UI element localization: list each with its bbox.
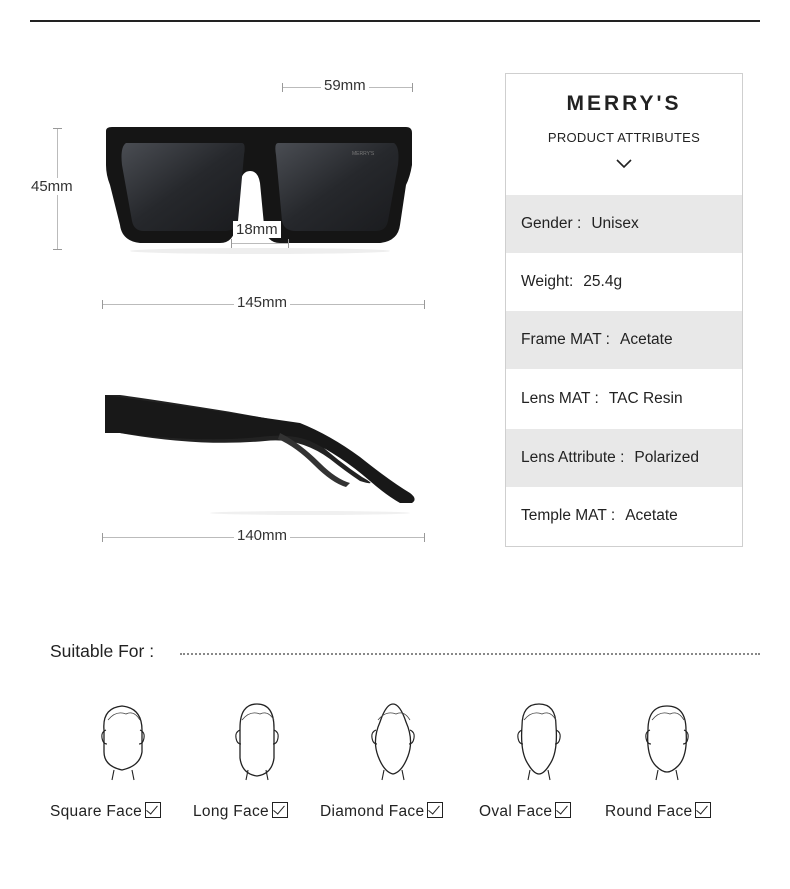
face-label-text: Square Face <box>50 803 143 820</box>
checkbox-checked-icon <box>695 802 711 818</box>
bridge-label: 18mm <box>233 221 281 238</box>
product-attributes-panel <box>505 73 743 547</box>
face-label-text: Oval Face <box>479 803 553 820</box>
tick <box>412 83 413 92</box>
square-face-icon <box>96 700 152 787</box>
face-label <box>320 802 443 821</box>
face-label-text: Diamond Face <box>320 803 425 820</box>
attribute-value: Polarized <box>634 449 700 466</box>
attribute-label: Temple MAT : <box>521 507 616 524</box>
brand-logo: MERRY'S <box>566 92 682 115</box>
tick <box>231 239 232 248</box>
tick <box>288 239 289 248</box>
attribute-label: Lens Attribute : <box>521 449 625 466</box>
checkbox-checked-icon <box>427 802 443 818</box>
round-face-icon <box>640 700 696 787</box>
attribute-row <box>506 253 742 311</box>
frame-width-label: 145mm <box>234 294 290 311</box>
tick <box>53 128 62 129</box>
attribute-row <box>506 487 742 545</box>
face-label-text: Long Face <box>193 803 269 820</box>
attribute-value: TAC Resin <box>608 390 683 407</box>
tick <box>282 83 283 92</box>
attribute-value: Acetate <box>625 507 678 524</box>
dotted-divider <box>180 653 760 655</box>
sunglasses-side-image <box>100 385 430 520</box>
checkbox-checked-icon <box>272 802 288 818</box>
tick <box>53 249 62 250</box>
attribute-value: Acetate <box>620 331 673 348</box>
chevron-down-icon <box>614 158 634 170</box>
oval-face-icon <box>512 700 568 787</box>
checkbox-checked-icon <box>555 802 571 818</box>
tick <box>424 533 425 542</box>
face-label <box>193 802 288 821</box>
attribute-label: Lens MAT : <box>521 390 599 407</box>
bridge-line <box>231 243 288 244</box>
tick <box>102 533 103 542</box>
attribute-row <box>506 311 742 369</box>
face-label <box>605 802 711 821</box>
checkbox-checked-icon <box>145 802 161 818</box>
attribute-label: Gender : <box>521 215 582 232</box>
attributes-title: PRODUCT ATTRIBUTES <box>547 130 701 145</box>
face-label <box>479 802 571 821</box>
tick <box>424 300 425 309</box>
lens-height-label: 45mm <box>28 178 76 195</box>
attribute-row <box>506 195 742 253</box>
attribute-value: Unisex <box>591 215 639 232</box>
attribute-value: 25.4g <box>583 273 623 290</box>
face-label <box>50 802 161 821</box>
svg-text:MERRY'S: MERRY'S <box>352 151 375 157</box>
tick <box>102 300 103 309</box>
temple-length-label: 140mm <box>234 527 290 544</box>
long-face-icon <box>230 700 286 787</box>
attribute-label: Weight: <box>521 273 574 290</box>
attribute-label: Frame MAT : <box>521 331 610 348</box>
face-label-text: Round Face <box>605 803 693 820</box>
attribute-row <box>506 429 742 487</box>
lens-width-label: 59mm <box>321 77 369 94</box>
suitable-title: Suitable For : <box>50 641 155 661</box>
diamond-face-icon <box>366 700 422 787</box>
top-rule <box>30 20 760 22</box>
attribute-row <box>506 370 742 428</box>
